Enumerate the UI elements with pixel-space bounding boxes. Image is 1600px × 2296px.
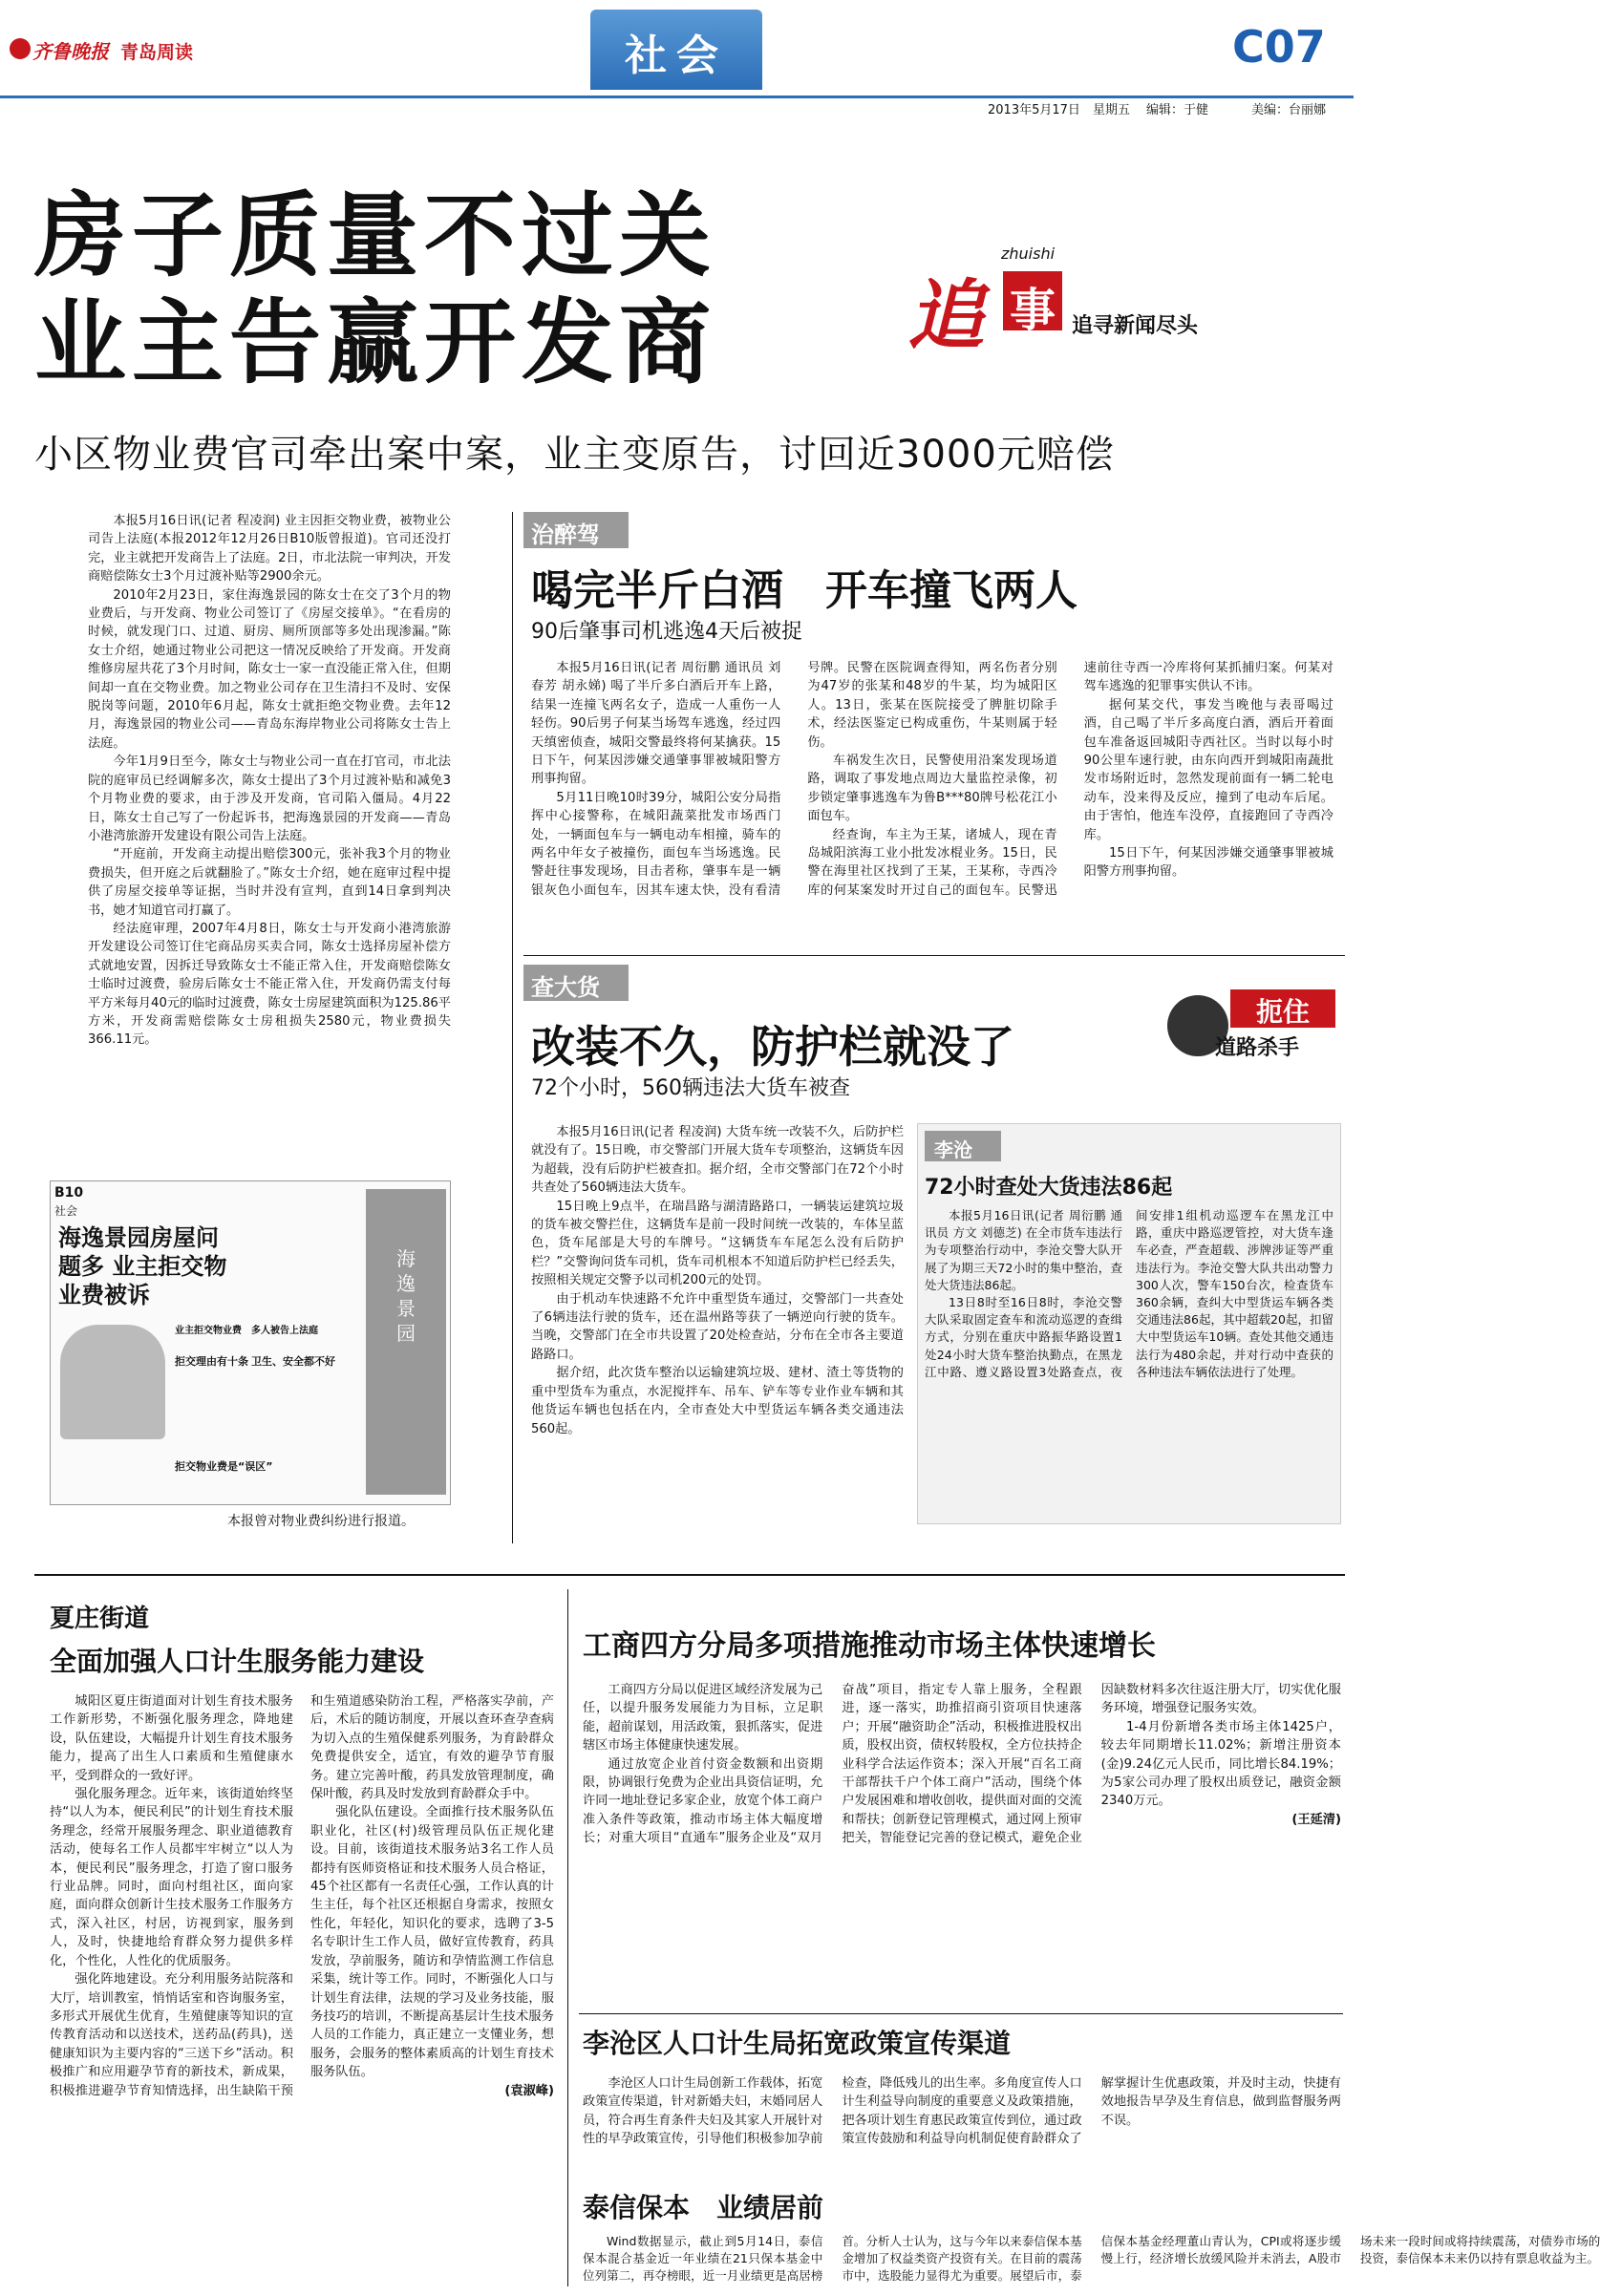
drunk-paragraph: 车祸发生次日，民警使用沿案发现场道路，调取了事发地点周边大量监控录像，初步锁定肇事逃逸车为鲁B***80牌号松花江小面包车。 [807,754,1057,824]
xiazhuang-paragraph: 城阳区夏庄街道面对计划生育技术服务工作新形势，不断强化服务理念，降地建设，队伍建设，大幅提升计划生育技术服务能力，提高了出生人口素质和生殖健康水平，受到群众的一致好评。 [50,1694,293,1783]
drunk-article-body [531,659,1333,946]
xiazhuang-body [50,1692,554,2281]
gongshang-headline: 工商四方分局多项措施推动市场主体快速增长 [583,1629,1156,1663]
issue-date: 2013年5月17日 [988,103,1080,117]
xiazhuang-paragraph: 强化队伍建设。全面推行技术服务队伍职业化，社区(村)级管理员队伍正规化建设。目前，该街道技术服务站3名工作人员都持有医师资格证和技术服务人员合格证，45个社区都有一名责任心强，工作认真的计生主任，每个社区还根据自身需求，按照女性化，年轻化，知识化的要求，选聘了3-5名专职计生工作人员，做好宣传教育，药具发放，孕前服务，随访和孕情监测工作信息采集，统计等工作。同时，不断强化人口与计划生育法律，法规的学习及业务技能，服务技巧的培训，不断提高基层计生技术服务人员的工作能力，真正建立一支懂业务，想服务，会服务的整体素质高的计划生育技术服务队伍。 [310,1805,554,2080]
page-code: C07 [1232,21,1326,73]
ezhu-badge [1167,989,1345,1062]
badge-sub: 道路杀手 [1215,1036,1300,1060]
xiazhuang-paragraph: 强化服务理念。近年来，该街道始终坚持“以人为本，便民利民”的计划生育技术服务理念，经常开展服务理念、职业道德教育活动，使每名工作人员都牢牢树立“以人为本，便民利民”服务理念，打造了窗口服务行业品牌。同时，面向村组社区，面向家庭，面向群众创新计生技术服务工作服务方式，深入社区，村居，访视到家，服务到人，及时，快捷地给育群众努力提供多样化，个性化，人性化的优质服务。 [50,1787,293,1968]
brand-name: 齐鲁晚报 [32,40,109,63]
drunk-paragraph: 据何某交代，事发当晚他与表哥喝过酒，自己喝了半斤多高度白酒，酒后开着面包车准备返回城阳寺西社区。当时以每小时90公里车速行驶，由东向西开到城阳南蔬批发市场附近时，忽然发现前面有一辆二轮电动车，没来得及反应，撞到了电动车后尾。由于害怕，他连车没停，直接跑回了寺西冷库。 [1083,697,1333,842]
thumb-building-sign: 海逸景园 [396,1247,416,1345]
thumb-tag-2: 拒交理由有十条 [175,1355,248,1368]
thumbnail-caption: 本报曾对物业费纠纷进行报道。 [227,1514,415,1529]
lead-headline-1: 房子质量不过关 [34,182,716,289]
column-rule [512,512,513,1543]
truck-paragraph: 据介绍，此次货车整治以运输建筑垃圾、建材、渣土等货物的重中型货车为重点，水泥搅拌车、吊车、铲车等专业作业车辆和其他货运车辆也包括在内，全市查处大中型货运车辆各类交通违法560起。 [531,1366,904,1436]
drunk-headline: 喝完半斤白酒 开车撞飞两人 [531,566,1077,615]
badge-text: 扼住 [1255,996,1310,1028]
gongshang-paragraph: 1-4月份新增各类市场主体1425户，较去年同期增长11.02%；新增注册资本(金)9.24亿元人民币，同比增长84.19%；为5家公司办理了股权出质登记，融资金额2340万元。 [1100,1719,1341,1809]
badge-char-zhui: 追 [907,271,984,360]
gongshang-body [583,1681,1341,2006]
licang-pop-paragraph: 李沧区人口计生局创新工作载体，拓宽政策宣传渠道，针对新婚夫妇，末婚同居人员，符合再生育条件夫妇及其家人开展针对性的早孕政策宣传，引导他们积极参加孕前检查，降低残儿的出生率。多角度宣传人口计生利益导向制度的重要意义及政策措施，把各项计划生育惠民政策宣传到位，通过政策宣传鼓励和利益导向机制促使育龄群众了解掌握计生优惠政策，并及时主动，快捷有效地报告早孕及生育信息，做到监督服务两不误。 [583,2076,1341,2147]
gongshang-paragraph: 通过放宽企业首付资金数额和出资期限，协调银行免费为企业出具资信证明，允许同一地址登记多家企业，放宽个体工商户准入条件等政策，推动市场主体大幅度增长；对重大项目“直通车”服务企业及“双月奋战”项目，指定专人靠上服务，全程跟进，逐一落实，助推招商引资项目快速落户；开展“融资助企”活动，积极推进股权出质，股权出资，债权转股权，全方位扶持企业科学合法运作资本；深入开展“百名工商干部帮扶千户个体工商户”活动，围绕个体户发展困难和增收创收，提供面对面的交流和帮扶；创新登记管理模式，通过网上预审把关，智能登记完善的登记模式，避免企业因缺数材料多次往返注册大厅，切实优化服务环境，增强登记服务实效。 [583,1683,1341,1846]
taixin-paragraph: Wind数据显示，截止到5月14日，泰信保本混合基金近一年业绩在21只保本基金中位列第二，再夺榜眼，近一月业绩更是高居榜首。分析人士认为，这与今年以来泰信保本基金增加了权益类资产投资有关。在目前的震荡市中，选股能力显得尤为重要。展望后市，泰信保本基金经理董山青认为，CPI或将逐步缓慢上行，经济增长放缓风险并未消去，A股市场未来一段时间或将持续震荡，对债券市场的投资，泰信保本未来仍以持有票息收益为主。 [583,2234,1600,2283]
taixin-headline: 泰信保本 业绩居前 [583,2192,824,2223]
gongshang-byline: (王延清) [1291,1812,1341,1827]
drunk-paragraph: 经查询，车主为王某，诸城人，现在青岛城阳滨海工业小批发冰棍业务。15日，民警在海里社区找到了王某，王某称，寺西冷库的何某案发时开过自己的面包车。民警迅速前往寺西一冷库将何某抓捕归案。何某对驾车逃逸的犯罪事实供认不讳。 [807,661,1333,898]
licang-kicker: 李沧 [934,1138,972,1161]
section-title: 社会 [625,32,728,80]
taixin-body [583,2233,1600,2292]
licang-pop-headline: 李沧区人口计生局拓宽政策宣传渠道 [583,2028,1012,2059]
editor-credit: 编辑：于健 [1146,103,1209,117]
masthead-rule [0,96,1354,98]
brand-logo-icon [10,38,31,59]
lead-subhead: 小区物业费官司牵出案中案，业主变原告，讨回近3000元赔偿 [34,433,1115,477]
drunk-paragraph: 5月11日晚10时39分，城阳公安分局指挥中心接警称，在城阳蔬菜批发市场西门处，一辆面包车与一辆电动车相撞，骑车的两名中年女子被撞伤，面包车当场逃逸。民警赶往事发现场，目击者称，肇事车是一辆银灰色小面包车，因其车速太快，没有看清号牌。民警在医院调查得知，两名伤者分别为47岁的张某和48岁的牛某，均为城阳区人。13日，张某在医院接受了脾脏切除手术，经法医鉴定已构成重伤，牛某则属于轻伤。 [531,661,1057,898]
truck-article-body [531,1123,904,1515]
previous-report-thumbnail [50,1180,451,1505]
bottom-column-rule [567,1589,568,2286]
drunk-kicker: 治醉驾 [531,521,600,548]
truck-paragraph: 由于机动车快速路不允许中重型货车通过，交警部门一共查处了6辆违法行驶的货车，还在温州路等获了一辆逆向行驶的货车。当晚，交警部门在全市共设置了20处检查站，分布在全市各主要道路路口。 [531,1291,904,1362]
gongshang-paragraph: 工商四方分局以促进区域经济发展为己任，以提升服务发展能力为目标，立足职能，超前谋划，用活政策，狠抓落实，促进辖区市场主体健康快速发展。 [583,1683,823,1754]
thumb-building-photo [366,1189,446,1495]
thumb-tag-3: 卫生、安全都不好 [251,1355,335,1368]
licang-pop-body [583,2074,1341,2181]
designer-credit: 美编：台丽娜 [1251,103,1327,117]
thumb-section: 社会 [54,1204,78,1218]
lead-paragraph: “开庭前，开发商主动提出赔偿300元，张补我3个月的物业费损失，但开庭之后就翻脸了。”陈女士介绍，她在庭审过程中提供了房屋交接单等证据，当时并没有宣判，直到14日拿到判决书，她才知道官司打赢了。 [88,847,451,918]
badge-char-shi: 事 [1009,284,1056,337]
zhuishi-badge [888,244,1251,369]
truck-subhead: 72个小时，560辆违法大货车被查 [531,1076,850,1100]
issue-weekday: 星期五 [1093,103,1131,117]
truck-kicker: 查大货 [531,974,600,1001]
bottom-section-rule [34,1574,1345,1576]
xiazhuang-kicker: 夏庄街道 [50,1605,150,1633]
licang-sidebar-paragraph: 本报5月16日讯(记者 周衍鹏 通讯员 方文 刘德芝) 在全市货车违法行为专项整治行动中，李沧交警大队开展了为期三天72小时的集中整治，查处大货违法86起。 [925,1208,1122,1292]
xiazhuang-paragraph: 强化阵地建设。充分利用服务站院落和大厅，培训教室，悄悄话室和咨询服务室，多形式开展优生优育，生殖健康等知识的宣传教育活动和以送技术，送药品(药具)，送健康知识为主要内容的“三送下乡”活动。积极推广和应用避孕节育的新技术，新成果，积极推进避孕节育知情选择，出生缺陷干预和生殖道感染防治工程，严格落实孕前，产后，术后的随访制度，开展以查环查孕查病为切入点的生殖保健系列服务，为育龄群众免费提供安全，适宜，有效的避孕节育服务。建立完善叶酸，药具发放管理制度，确保叶酸，药具及时发放到育龄群众手中。 [50,1694,554,2098]
lead-paragraph: 本报5月16日讯(记者 程凌润) 业主因拒交物业费，被物业公司告上法庭(本报2012年12月26日B10版曾报道)。官司还没打完，业主就把开发商告上了法庭。2日，市北法院一审判决，开发商赔偿陈女士3个月过渡补贴等2900余元。 [88,514,451,585]
xiazhuang-headline: 全面加强人口计生服务能力建设 [50,1646,425,1677]
drunk-paragraph: 15日下午，何某因涉嫌交通肇事罪被城阳警方刑事拘留。 [1083,846,1333,880]
lead-article-body [88,512,451,1171]
truck-headline: 改装不久，防护栏就没了 [531,1021,1014,1073]
thumb-tag-1: 业主拒交物业费 多人被告上法庭 [175,1326,318,1336]
licang-sidebar-headline: 72小时查处大货违法86起 [925,1176,1173,1200]
licang-sidebar-body [925,1207,1333,1520]
licang-sidebar-paragraph: 13日8时至16日8时，李沧交警大队采取固定查车和流动巡逻的查缉方式，分别在重庆中路振华路设置1处24小时大货车整治执勤点，在黑龙江中路、遵义路设置3处路查点，夜间安排1组机动巡逻车在黑龙江中路，重庆中路巡逻管控，对大货车逢车必查，严查超载、涉牌涉证等严重违法行为。李沧交警大队共出动警力300人次，警车150台次，检查货车360余辆，查纠大中型货运车辆各类交通违法86起，其中超载20起，扣留大中型货运车10辆。查处其他交通违法行为480余起，并对行动中查获的各种违法车辆依法进行了处理。 [925,1208,1333,1379]
story-divider [523,955,1345,956]
thumb-headline: 海逸景园房屋问题多 业主拒交物业费被诉 [58,1224,227,1308]
lead-paragraph: 经法庭审理，2007年4月8日，陈女士与开发商小港湾旅游开发建设公司签订住宅商品房买卖合同，陈女士选择房屋补偿方式就地安置，因拆迁导致陈女士不能正常入住，开发商赔偿陈女士临时过渡费，验房后陈女士不能正常入住，开发商仍需支付每平方米每月40元的临时过渡费，陈女士房屋建筑面积为125.86平方米，开发商需赔偿陈女士房租损失2580元，物业费损失366.11元。 [88,921,451,1048]
lead-headline-2: 业主告赢开发商 [34,289,716,396]
thumb-page-number: B10 [54,1185,84,1201]
drunk-subhead: 90后肇事司机逃逸4天后被捉 [531,620,802,644]
badge-pinyin: zhuishi [1001,244,1056,263]
xiazhuang-byline: (袁淑峰) [504,2083,554,2098]
masthead [0,0,1354,117]
thumb-photo-person [60,1325,165,1439]
lead-paragraph: 2010年2月23日，家住海逸景园的陈女士在交了3个月的物业费后，与开发商、物业公司签订了《房屋交接单》。“在看房的时候，就发现门口、过道、厨房、厕所顶部等多处出现渗漏。”陈女士介绍，她通过物业公司把这一情况反映给了开发商。开发商维修房屋共花了3个月时间，陈女士一家一直没能正常入住，但期间却一直在交物业费。加之物业公司存在卫生清扫不及时、安保脱岗等问题，2010年6月起，陈女士就拒绝交物业费。去年12月，海逸景园的物业公司——青岛东海岸物业公司将陈女士告上法庭。 [88,587,451,751]
drunk-paragraph: 本报5月16日讯(记者 周衍鹏 通讯员 刘春芳 胡永娣) 喝了半斤多白酒后开车上路，结果一连撞飞两名女子，造成一人重伤一人轻伤。90后男子何某当场驾车逃逸，经过四天缜密侦查，城阳交警最终将何某擒获。15日下午，何某因涉嫌交通肇事罪被城阳警方刑事拘留。 [531,661,781,787]
badge-slogan: 追寻新闻尽头 [1072,314,1199,338]
bottom-story-divider [579,2013,1343,2014]
thumb-tag-4: 拒交物业费是“误区” [175,1460,273,1473]
truck-paragraph: 本报5月16日讯(记者 程凌润) 大货车统一改装不久，后防护栏就没有了。15日晚，市交警部门开展大货车专项整治，这辆货车因为超载，没有后防护栏被查扣。据介绍，全市交警部门在72个小时共查处了560辆违法大货车。 [531,1125,904,1196]
edition-name: 青岛周读 [120,42,194,63]
lead-paragraph: 今年1月9日至今，陈女士与物业公司一直在打官司，市北法院的庭审员已经调解多次，陈女士提出了3个月过渡补贴和减免3个月物业费的要求，由于涉及开发商，官司陷入僵局。4月22日，陈女士自己写了一份起诉书，把海逸景园的开发商——青岛小港湾旅游开发建设有限公司告上法庭。 [88,755,451,843]
truck-paragraph: 15日晚上9点半，在瑞昌路与湖清路路口，一辆装运建筑垃圾的货车被交警拦住，这辆货车是前一段时间统一改装的，车体呈蓝色，货车尾部是大号的车牌号。“这辆货车车尾怎么没有后防护栏？”交警询问货车司机，货车司机根本不知道后防护栏已经丢失，按照相关规定交警予以司机200元的处罚。 [531,1199,904,1288]
